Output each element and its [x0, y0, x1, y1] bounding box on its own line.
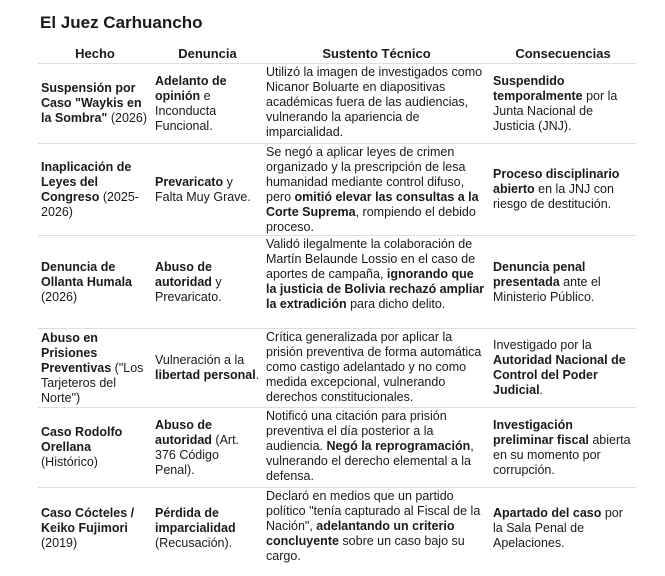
- denuncia-title: Abuso de autoridad: [155, 417, 212, 447]
- sustento-text: sobre un caso bajo su cargo.: [266, 534, 465, 563]
- denuncia-detail: y Falta Muy Grave.: [155, 174, 251, 204]
- table-header-row: [38, 45, 636, 64]
- hecho-detail: (2025-2026): [41, 189, 139, 219]
- consecuencia-text: en la JNJ con riesgo de destitución.: [493, 182, 614, 211]
- consecuencia-highlight: Investigación preliminar fiscal: [493, 417, 589, 447]
- table-row: [38, 236, 636, 329]
- cell-denuncia: [152, 236, 263, 329]
- denuncia-detail: (Recusación).: [155, 536, 233, 550]
- denuncia-title: Adelanto de opinión: [155, 73, 227, 103]
- denuncia-title: libertad personal: [155, 368, 256, 382]
- cell-hecho: [38, 236, 152, 329]
- cell-hecho: [38, 329, 152, 408]
- consecuencia-text: Investigado por la: [493, 338, 592, 352]
- hecho-title: Caso Cócteles / Keiko Fujimori: [41, 506, 135, 535]
- sustento-text: , vulnerando el derecho elemental a la defensa.: [266, 439, 474, 483]
- hecho-title: Inaplicación de Leyes del Congreso: [41, 159, 132, 204]
- denuncia-prefix: Vulneración a la: [155, 353, 245, 367]
- cell-consecuencias: [490, 329, 636, 408]
- sustento-text: Declaró en medios que un partido político "tenía capturado al Fiscal de la Nación",: [266, 489, 481, 533]
- cell-denuncia: [152, 64, 263, 144]
- table-row: [38, 144, 636, 236]
- consecuencia-highlight: Proceso disciplinario abierto: [493, 167, 620, 196]
- denuncia-title: Prevaricato: [155, 174, 224, 189]
- header-sustento: Sustento Técnico: [263, 45, 490, 64]
- cell-sustento: [263, 488, 490, 570]
- denuncia-detail: e Inconducta Funcional.: [155, 88, 217, 133]
- consecuencia-highlight: Suspendido temporalmente: [493, 73, 583, 103]
- cell-hecho: [38, 488, 152, 570]
- cell-denuncia: [152, 408, 263, 488]
- consecuencia-text: ante el Ministerio Público.: [493, 274, 601, 304]
- cell-sustento: [263, 408, 490, 488]
- sustento-highlight: Negó la reprogramación: [326, 439, 471, 453]
- cell-consecuencias: [490, 236, 636, 329]
- cell-consecuencias: [490, 488, 636, 570]
- sustento-text: Se negó a aplicar leyes de crimen organizado y la prescripción de lesa humanidad mediante control difuso, pero: [266, 145, 466, 204]
- cell-consecuencias: [490, 408, 636, 488]
- sustento-highlight: adelantando un criterio concluyente: [266, 519, 455, 548]
- denuncia-title: Abuso de autoridad: [155, 259, 212, 289]
- cell-hecho: [38, 64, 152, 144]
- sustento-text: Crítica generalizada por aplicar la prisión preventiva de forma automática como castigo adelantado y no como medida excepcional, vulnerando derechos constitucionales.: [266, 330, 482, 404]
- denuncia-title: Pérdida de imparcialidad: [155, 506, 236, 535]
- consecuencia-text: abierta en su momento por corrupción.: [493, 432, 631, 477]
- table-row: [38, 408, 636, 488]
- header-denuncia: Denuncia: [152, 45, 263, 64]
- consecuencia-text: .: [539, 383, 544, 397]
- sustento-text: Validó ilegalmente la colaboración de Martín Belaunde Lossio en el caso de aportes de campaña,: [266, 237, 476, 281]
- table-row: [38, 64, 636, 144]
- page-title: El Juez Carhuancho: [40, 13, 203, 32]
- cell-consecuencias: [490, 144, 636, 236]
- cell-sustento: [263, 144, 490, 236]
- sustento-text: para dicho delito.: [346, 297, 446, 311]
- cell-hecho: [38, 144, 152, 236]
- header-consecuencias: Consecuencias: [490, 45, 636, 64]
- consecuencia-highlight: Autoridad Nacional de Control del Poder Judicial: [493, 353, 626, 397]
- hecho-detail: (Histórico): [41, 455, 98, 469]
- cell-hecho: [38, 408, 152, 488]
- hecho-detail: (2026): [107, 111, 147, 125]
- cell-sustento: [263, 64, 490, 144]
- hecho-title: Suspensión por Caso "Waykis en la Sombra": [41, 81, 142, 125]
- hecho-detail: ("Los Tarjeteros del Norte"): [41, 360, 144, 405]
- cell-denuncia: [152, 488, 263, 570]
- consecuencia-text: por la Sala Penal de Apelaciones.: [493, 506, 623, 550]
- cell-denuncia: [152, 329, 263, 408]
- cell-sustento: [263, 236, 490, 329]
- consecuencia-highlight: Apartado del caso: [493, 506, 602, 520]
- hecho-title: Caso Rodolfo Orellana: [41, 425, 123, 454]
- sustento-highlight: omitió elevar las consultas a la Corte Suprema: [266, 190, 479, 219]
- hecho-detail: (2026): [41, 289, 78, 304]
- consecuencia-text: por la Junta Nacional de Justicia (JNJ).: [493, 88, 618, 133]
- header-hecho: Hecho: [38, 45, 152, 64]
- hecho-detail: (2019): [41, 536, 78, 550]
- denuncia-detail: (Art. 376 Código Penal).: [155, 432, 240, 477]
- cases-table: [38, 45, 636, 569]
- cell-consecuencias: [490, 64, 636, 144]
- consecuencia-highlight: Denuncia penal presentada: [493, 259, 586, 289]
- sustento-text: Notificó una citación para prisión preventiva el día posterior a la audiencia.: [266, 409, 447, 453]
- cell-denuncia: [152, 144, 263, 236]
- sustento-text: , rompiendo el debido proceso.: [266, 205, 476, 234]
- denuncia-detail: y Prevaricato.: [155, 274, 222, 304]
- hecho-title: Denuncia de Ollanta Humala: [41, 259, 132, 289]
- table-row: [38, 329, 636, 408]
- denuncia-detail: .: [255, 368, 260, 382]
- table-row: [38, 488, 636, 570]
- cell-sustento: [263, 329, 490, 408]
- sustento-text: Utilizó la imagen de investigados como Nicanor Boluarte en diapositivas académicas fuera de las audiencias, vulnerando la apariencia de imparcialidad.: [266, 65, 483, 139]
- hecho-title: Abuso en Prisiones Preventivas: [41, 330, 112, 375]
- sustento-highlight: ignorando que la justicia de Bolivia rechazó ampliar la extradición: [266, 267, 485, 311]
